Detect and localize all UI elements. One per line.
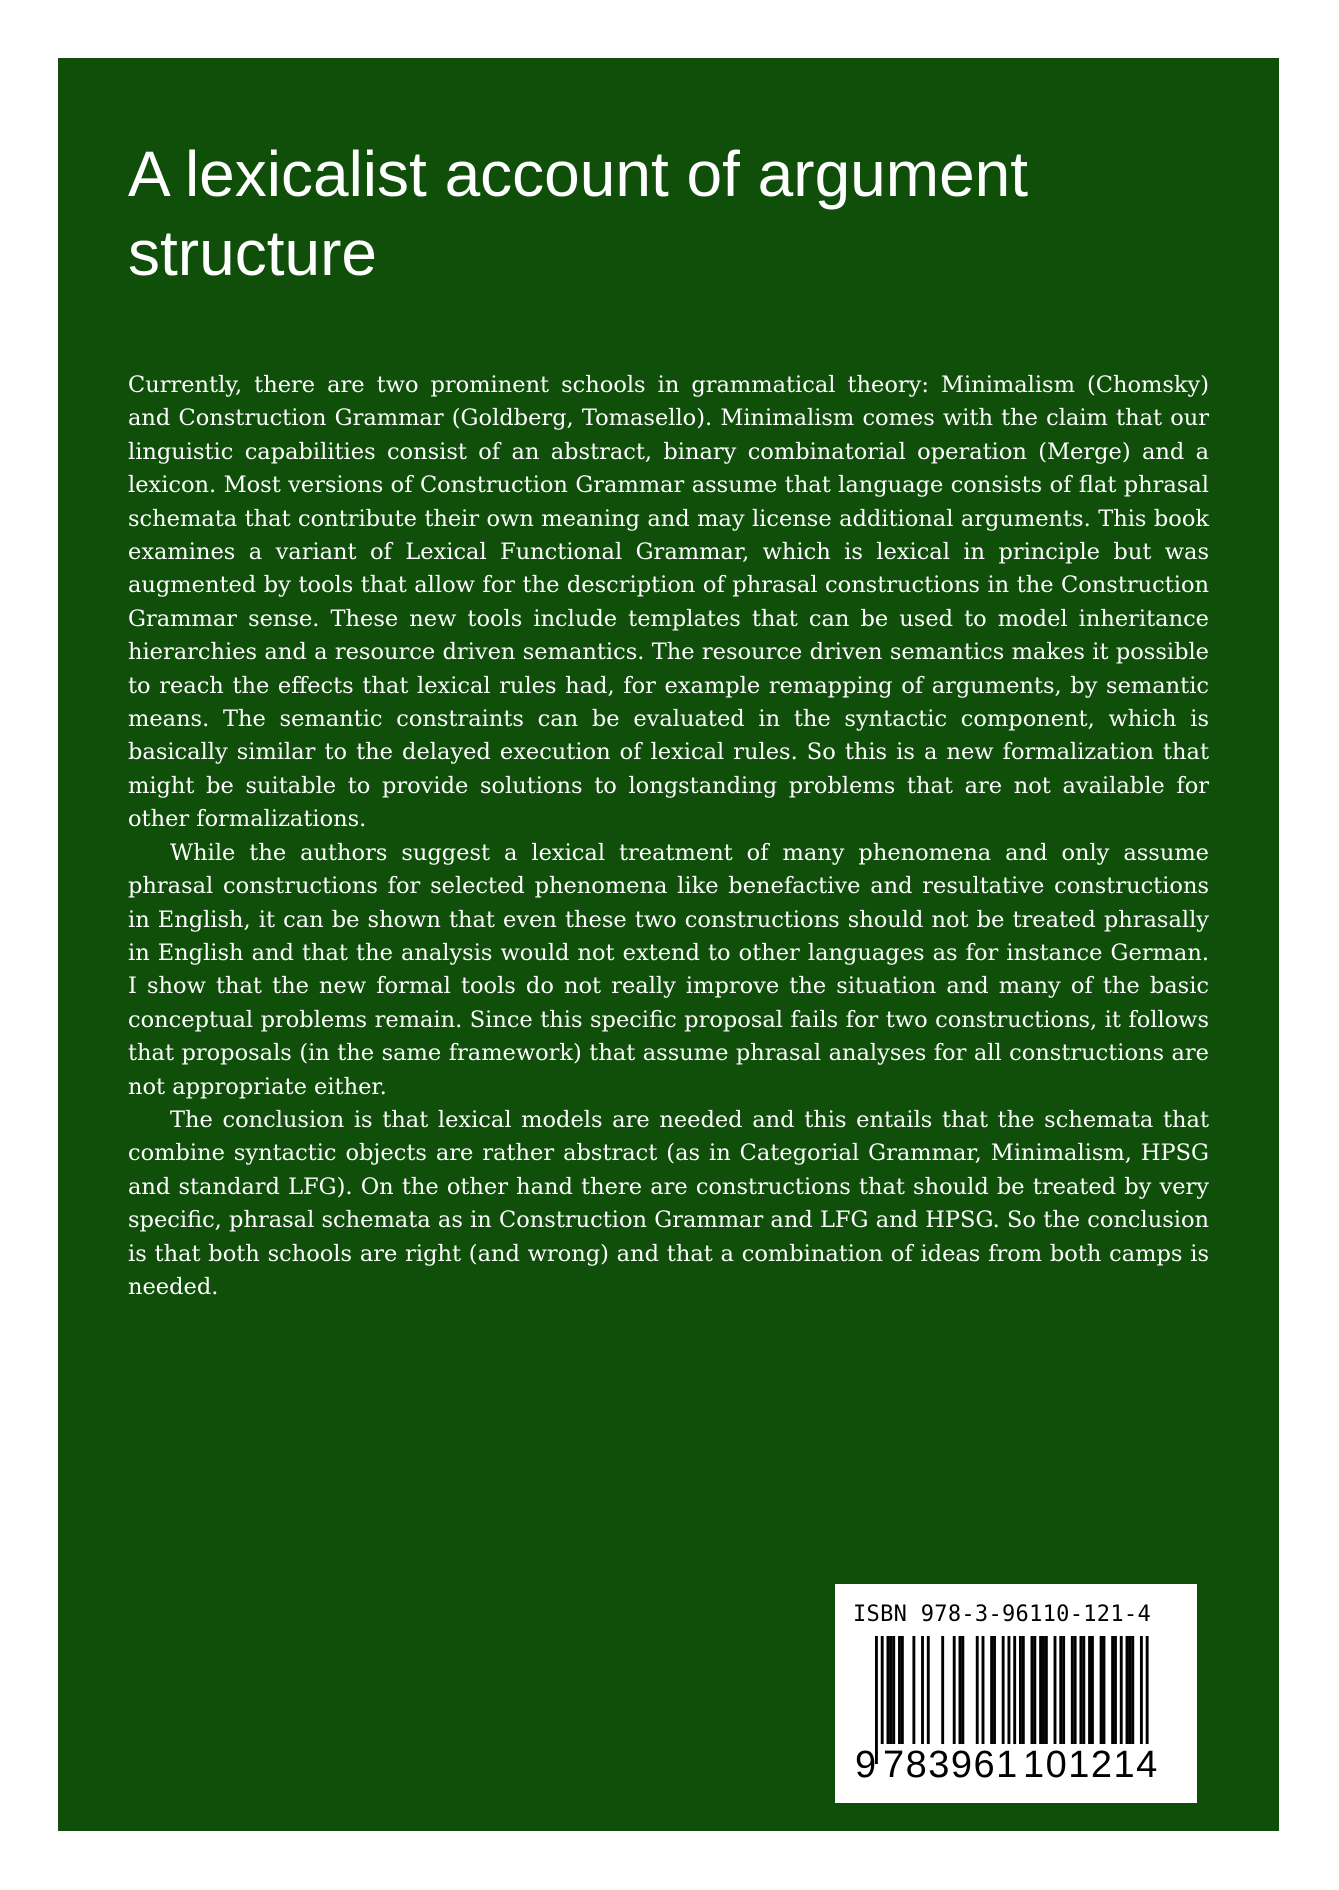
barcode-bar [1128,1636,1131,1746]
barcode-bar [1082,1636,1085,1746]
barcode-bar [1074,1636,1077,1746]
isbn-barcode [835,1584,1197,1803]
blurb-paragraph: While the authors suggest a lexical treatment of many phenomena and only assume phrasal constructions for selected phenomena like benefactive and resultative constructions in English, it can be shown that even these two constructions should not be treated phrasally in English and that the analysis would not extend to other languages as for instance German. I show that the new formal tools do not really improve the situation and many of the basic conceptual problems remain. Since this specific proposal fails for two constructions, it follows that proposals (in the same framework) that assume phrasal analyses for all constructions are not appropriate either. [128,839,1209,1100]
barcode-bar [1019,1636,1022,1746]
barcode-digits-left: 783961 [879,1744,1023,1786]
barcode-bar [1120,1636,1123,1746]
barcode-bar [941,1636,944,1746]
barcode-bar [993,1636,996,1746]
barcode-bar [1002,1636,1005,1746]
book-title: A lexicalist account of argument structure [128,138,1029,289]
blurb-paragraph: The conclusion is that lexical models are needed and this entails that the schemata that combine syntactic objects are rather abstract (as in Categorial Grammar, Minimalism, HPSG and standard LFG). On the other hand there are constructions that should be treated by very specific, phrasal schemata as in Construction Grammar and LFG and HPSG. So the conclusion is that both schools are right (and wrong) and that a combination of ideas from both camps is needed. [128,1106,1209,1300]
barcode-bar [1126,1636,1129,1746]
barcode-bar [1062,1636,1065,1746]
barcode-bar [1054,1636,1057,1746]
barcode-bar [898,1636,901,1746]
barcode-bar [990,1636,993,1746]
barcode-bar [1031,1636,1034,1746]
barcode-bar [1100,1636,1103,1746]
barcode-digit-first: 9 [855,1744,877,1786]
barcode-bar [1111,1636,1114,1746]
barcode-bar [927,1636,930,1746]
barcode-bar [1103,1636,1106,1746]
barcode-bar [1045,1636,1048,1746]
barcode-bar [1059,1636,1062,1746]
barcode-bar [1042,1636,1045,1746]
barcode-bar [1033,1636,1036,1746]
barcode-bar [1071,1636,1074,1746]
barcode-bar [959,1636,962,1746]
barcode-bar [982,1636,985,1746]
barcode-bar [921,1636,924,1746]
barcode-bar [912,1636,915,1746]
barcode-bar [1079,1636,1082,1746]
barcode-bar [892,1636,895,1746]
barcode-bar [1022,1636,1025,1746]
barcode-bar [889,1636,892,1746]
barcode-bar [953,1636,956,1746]
barcode-bar [1131,1636,1134,1746]
barcode-bar [1088,1636,1091,1746]
barcode-digits-right: 101214 [1019,1744,1163,1786]
isbn-label: ISBN 978-3-96110-121-4 [853,1602,1151,1627]
barcode-bar [901,1636,904,1746]
barcode-bar [1039,1636,1042,1746]
barcode-bar [961,1636,964,1746]
barcode-bar [1114,1636,1117,1746]
barcode-bar [1091,1636,1094,1746]
blurb [128,369,1209,1304]
barcode-bar [976,1636,979,1746]
barcode-bar [887,1636,890,1746]
blurb-paragraph: Currently, there are two prominent schools in grammatical theory: Minimalism (Chomsky) and Construction Grammar (Goldberg, Tomasello). Minimalism comes with the claim that our linguistic capabilities consist of an abstract, binary combinatorial operation (Merge) and a lexicon. Most versions of Construction Grammar assume that language consists of flat phrasal schemata that contribute their own meaning and may license additional arguments. This book examines a variant of Lexical Functional Grammar, which is lexical in principle but was augmented by tools that allow for the description of phrasal constructions in the Construction Grammar sense. These new tools include templates that can be used to model inheritance hierarchies and a resource driven semantics. The resource driven semantics makes it possible to reach the effects that lexical rules had, for example remapping of arguments, by semantic means. The semantic constraints can be evaluated in the syntactic component, which is basically similar to the delayed execution of lexical rules. So this is a new formalization that might be suitable to provide solutions to longstanding problems that are not available for other formalizations. [128,372,1209,833]
